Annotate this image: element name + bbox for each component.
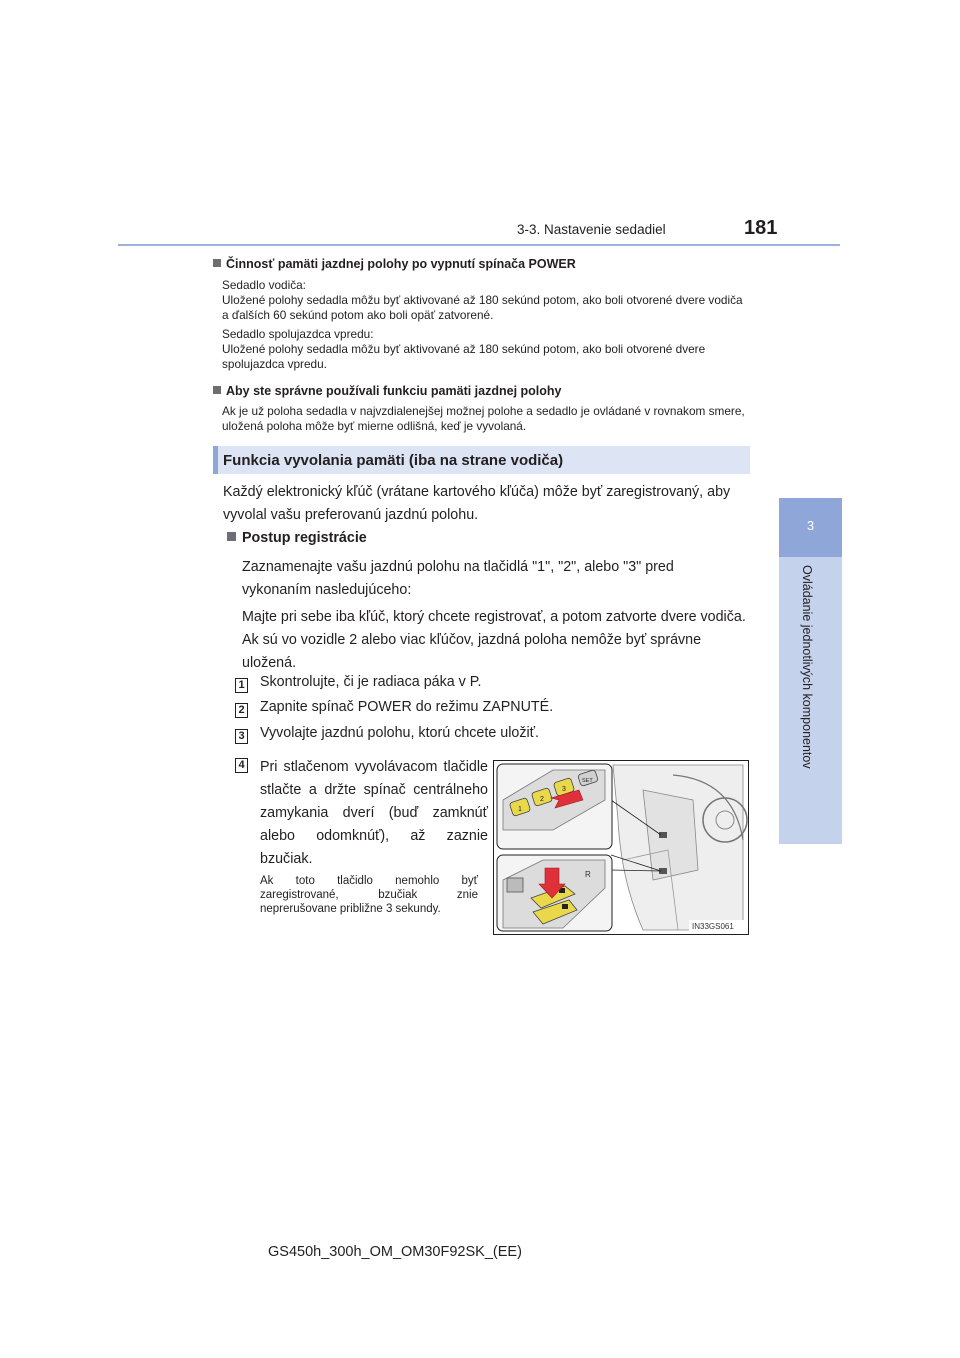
note-heading-text: Aby ste správne používali funkciu pamäti jazdnej polohy <box>226 384 562 398</box>
chapter-label: Ovládanie jednotlivých komponentov <box>800 565 814 769</box>
section-intro: Každý elektronický kľúč (vrátane kartového kľúča) môže byť zaregistrovaný, aby vyvolal vašu preferovanú jazdnú polohu. <box>223 484 731 523</box>
note-paragraph: Sedadlo spolujazdca vpredu: <box>222 327 374 341</box>
subheading <box>227 530 367 546</box>
step-number-4: 4 <box>235 758 248 773</box>
instruction-2: Majte pri sebe iba kľúč, ktorý chcete registrovať, a potom zatvorte dvere vodiča. Ak sú vo vozidle 2 alebo viac kľúčov, jazdná poloha nemôže byť správne uložená. <box>242 609 746 671</box>
button-label-1: 1 <box>518 806 522 813</box>
note-paragraph: Ak je už poloha sedadla v najvzdialenejšej možnej polohe a sedadlo je ovládané v rovnakom smere, uložená poloha môže byť mierne odlišná, keď je vyvolaná. <box>222 404 745 433</box>
chapter-number: 3 <box>806 518 815 533</box>
note-heading-2 <box>213 384 562 398</box>
step-text-2: Zapnite spínač POWER do režimu ZAPNUTÉ. <box>260 699 554 715</box>
step-4-note: Ak toto tlačidlo nemohlo byť zaregistrované, bzučiak znie neprerušovane približne 3 sekundy. <box>260 875 478 915</box>
note-paragraph: Sedadlo vodiča: <box>222 278 306 292</box>
page-number: 181 <box>744 217 778 239</box>
button-label-r: R <box>585 870 591 879</box>
subheading-text: Postup registrácie <box>242 530 367 546</box>
note-body-2 <box>222 404 746 434</box>
header-divider <box>118 244 840 246</box>
square-bullet-icon <box>227 532 236 541</box>
note-heading-1 <box>213 257 576 271</box>
step-number-3: 3 <box>235 729 248 744</box>
unlock-icon <box>562 904 568 909</box>
square-bullet-icon <box>213 386 221 394</box>
note-heading-text: Činnosť pamäti jazdnej polohy po vypnutí spínača POWER <box>226 257 576 271</box>
note-paragraph: Uložené polohy sedadla môžu byť aktivované až 180 sekúnd potom, ako boli otvorené dvere spolujazdca vpredu. <box>222 342 706 371</box>
button-label-3: 3 <box>562 786 566 793</box>
button-label-2: 2 <box>540 796 544 803</box>
step-text-4: Pri stlačenom vyvolávacom tlačidle stlačte a držte spínač centrálneho zamykania dverí (buď zamknúť alebo odomknúť), až zaznie bzučiak. <box>260 759 488 867</box>
square-bullet-icon <box>213 259 221 267</box>
section-header: 3-3. Nastavenie sedadiel <box>517 222 666 237</box>
button-label-set: SET <box>582 778 593 784</box>
step-number-2: 2 <box>235 703 248 718</box>
note-body-1 <box>222 278 746 372</box>
footer-doc-id: GS450h_300h_OM_OM30F92SK_(EE) <box>268 1244 522 1260</box>
step-text-1: Skontrolujte, či je radiaca páka v P. <box>260 674 482 690</box>
door-switch-illustration <box>493 760 749 935</box>
figure-code: IN33GS061 <box>692 922 734 931</box>
section-title: Funkcia vyvolania pamäti (iba na strane vodiča) <box>223 452 564 469</box>
step-number-1: 1 <box>235 678 248 693</box>
instruction-1: Zaznamenajte vašu jazdnú polohu na tlačidlá "1", "2", alebo "3" pred vykonaním nasledujúceho: <box>242 559 674 598</box>
note-paragraph: Uložené polohy sedadla môžu byť aktivované až 180 sekúnd potom, ako boli otvorené dvere vodiča a ďalších 60 sekúnd potom ako boli opäť zatvorené. <box>222 293 743 322</box>
step-text-3: Vyvolajte jazdnú polohu, ktorú chcete uložiť. <box>260 725 540 741</box>
